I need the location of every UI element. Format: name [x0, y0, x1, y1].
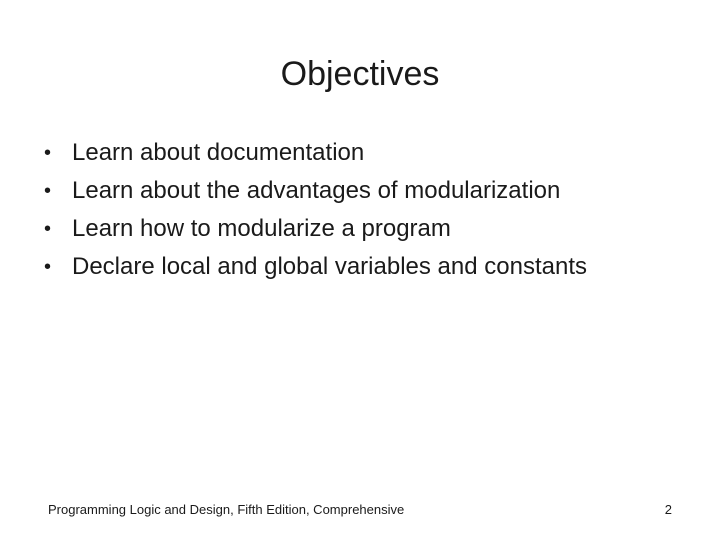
slide-title: [0, 52, 720, 96]
bullet-icon: •: [44, 142, 52, 164]
list-item: [44, 137, 587, 175]
bullet-icon: •: [44, 218, 52, 240]
list-item: [44, 175, 587, 213]
bullet-text: Learn about the advantages of modularization: [72, 177, 561, 204]
slide-title-text: Objectives: [280, 55, 440, 93]
bullet-icon: •: [44, 256, 52, 278]
page-number: 2: [664, 502, 672, 517]
list-item: [44, 213, 587, 251]
bullet-text: Learn how to modularize a program: [72, 215, 451, 242]
bullet-icon: •: [44, 180, 52, 202]
slide-footer: Programming Logic and Design, Fifth Edition, Comprehensive: [48, 502, 405, 517]
objectives-list: [44, 137, 587, 289]
list-item: [44, 251, 587, 289]
bullet-text: Declare local and global variables and constants: [72, 253, 587, 280]
bullet-text: Learn about documentation: [72, 139, 365, 166]
